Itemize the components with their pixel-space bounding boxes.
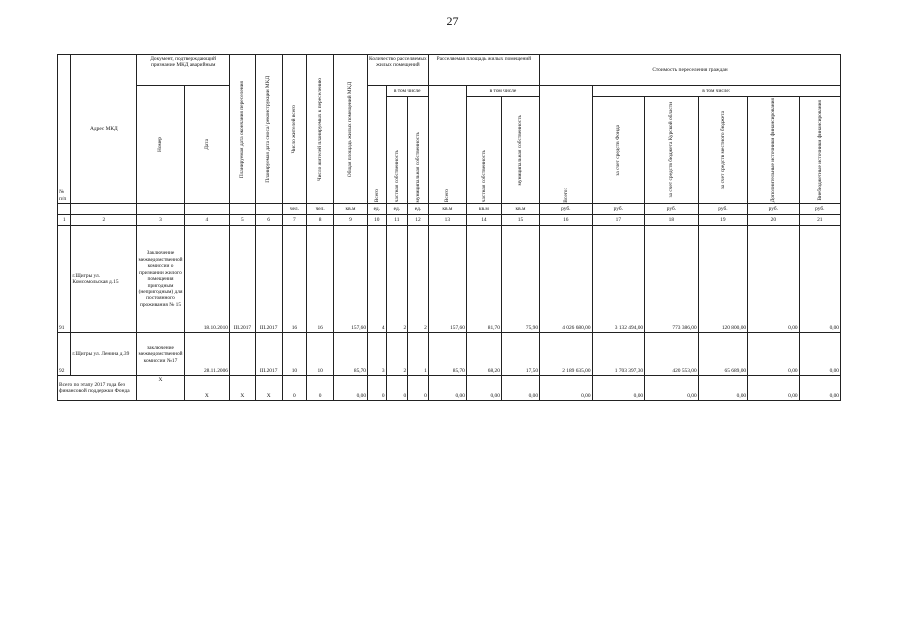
row-area-municipal: 75,90 — [501, 226, 539, 333]
row-offbudget: 0,00 — [799, 226, 840, 333]
header-relocation-cost: Стоимость переселения граждан — [540, 55, 841, 86]
header-num: № п/п — [58, 55, 71, 204]
unit-cell — [137, 204, 184, 215]
row-area-private: 81,70 — [466, 226, 501, 333]
header-rooms-private: частная собственность — [393, 150, 400, 203]
row-address: г.Щигры ул. Комсомольская д.15 — [71, 226, 137, 333]
unit-cell — [230, 204, 256, 215]
row-offbudget: 0,00 — [799, 333, 840, 376]
row-demolition: III.2017 — [255, 333, 282, 376]
col-number: 5 — [230, 215, 256, 226]
row-residents: 16 — [282, 226, 307, 333]
summary-region: 0,00 — [645, 376, 699, 401]
col-number: 11 — [386, 215, 408, 226]
summary-additional: 0,00 — [748, 376, 800, 401]
summary-area-private: 0,00 — [466, 376, 501, 401]
header-document: Документ, подтверждающий признание МКД аварийным — [137, 55, 230, 86]
header-rooms-municipal: муниципальная собственность — [414, 131, 421, 203]
summary-municipal: 0 — [408, 376, 429, 401]
col-number: 20 — [748, 215, 800, 226]
header-area-municipal: муниципальная собственность — [517, 114, 524, 186]
row-num: 91 — [58, 226, 71, 333]
summary-planned: 0 — [307, 376, 334, 401]
row-local: 120 800,00 — [698, 226, 747, 333]
col-number: 1 — [58, 215, 71, 226]
row-area: 85,70 — [334, 333, 368, 376]
header-fund: за счет средств Фонда — [615, 124, 622, 176]
row-relocation — [230, 333, 256, 376]
summary-offbudget: 0,00 — [799, 376, 840, 401]
row-residents: 10 — [282, 333, 307, 376]
unit-cell: руб. — [645, 204, 699, 215]
header-doc-number: Номер — [157, 137, 164, 153]
summary-relocation: X — [230, 376, 256, 401]
unit-cell: чел. — [307, 204, 334, 215]
header-cost-including: в том числе: — [592, 86, 840, 97]
header-total-area: Общая площадь жилых помещений МКД — [347, 81, 354, 177]
row-area-municipal: 17,50 — [501, 333, 539, 376]
row-fund: 3 132 494,00 — [592, 226, 645, 333]
col-number: 19 — [698, 215, 747, 226]
col-number: 14 — [466, 215, 501, 226]
unit-cell — [71, 204, 137, 215]
header-rooms-count: Количество расселяемых жилых помещений — [368, 55, 429, 86]
summary-area-municipal: 0,00 — [501, 376, 539, 401]
table-row — [58, 226, 841, 333]
row-municipal: 2 — [408, 226, 429, 333]
col-number: 15 — [501, 215, 539, 226]
summary-label: Всего по этапу 2017 года без финансовой поддержки Фонда — [58, 376, 137, 401]
row-private: 2 — [386, 333, 408, 376]
row-region: 773 386,00 — [645, 226, 699, 333]
unit-cell: ед. — [368, 204, 387, 215]
summary-residents: 0 — [282, 376, 307, 401]
summary-area-total: 0,00 — [428, 376, 466, 401]
row-additional: 0,00 — [748, 226, 800, 333]
col-number: 8 — [307, 215, 334, 226]
summary-local: 0,00 — [698, 376, 747, 401]
header-region-budget: за счет средств бюджета Курской области — [668, 102, 675, 198]
row-relocation: III.2017 — [230, 226, 256, 333]
summary-doc-date: X — [184, 376, 229, 401]
header-additional: Дополнительные источники финансирования — [770, 98, 777, 203]
unit-cell: кв.м — [428, 204, 466, 215]
row-area-total: 85,70 — [428, 333, 466, 376]
summary-row — [58, 376, 841, 401]
unit-cell: ед. — [386, 204, 408, 215]
column-numbers-row — [58, 215, 841, 226]
page-number: 27 — [446, 14, 459, 28]
summary-cost-total: 0,00 — [540, 376, 593, 401]
header-doc-date: Дата — [203, 139, 210, 150]
unit-cell: руб. — [592, 204, 645, 215]
row-cost-total: 4 026 680,00 — [540, 226, 593, 333]
col-number: 3 — [137, 215, 184, 226]
col-number: 10 — [368, 215, 387, 226]
row-region: 420 553,00 — [645, 333, 699, 376]
col-number: 2 — [71, 215, 137, 226]
header-residents: Число жителей всего — [291, 104, 298, 154]
row-private: 2 — [386, 226, 408, 333]
unit-cell: руб. — [698, 204, 747, 215]
row-num: 92 — [58, 333, 71, 376]
header-cost-total: Всего: — [562, 187, 569, 203]
col-number: 6 — [255, 215, 282, 226]
col-number: 9 — [334, 215, 368, 226]
header-relocation-date: Планируемая дата окончания переселения — [239, 80, 246, 178]
header-rooms-including: в том числе — [386, 86, 428, 97]
header-local-budget: за счет средств местного бюджета — [719, 111, 726, 190]
table-row — [58, 333, 841, 376]
row-local: 65 689,00 — [698, 333, 747, 376]
summary-area: 0,00 — [334, 376, 368, 401]
header-address: Адрес МКД — [71, 55, 137, 204]
unit-cell: руб. — [748, 204, 800, 215]
col-number: 7 — [282, 215, 307, 226]
header-offbudget: Внебюджетные источники финансирования — [816, 99, 823, 201]
unit-cell: ед. — [408, 204, 429, 215]
row-municipal: 1 — [408, 333, 429, 376]
unit-cell: кв.м — [466, 204, 501, 215]
row-additional: 0,00 — [748, 333, 800, 376]
row-rooms: 3 — [368, 333, 387, 376]
unit-cell: руб. — [799, 204, 840, 215]
row-doc-number: заключение межведомственной комиссии №17 — [137, 333, 184, 376]
summary-rooms: 0 — [368, 376, 387, 401]
summary-private: 0 — [386, 376, 408, 401]
row-address: г.Щигры ул. Ленина д.39 — [71, 333, 137, 376]
summary-fund: 0,00 — [592, 376, 645, 401]
row-area: 157,60 — [334, 226, 368, 333]
col-number: 12 — [408, 215, 429, 226]
header-rooms-total: Всего — [373, 189, 380, 203]
col-number: 13 — [428, 215, 466, 226]
col-number: 17 — [592, 215, 645, 226]
header-area-including: в том числе — [466, 86, 539, 97]
header-planned-residents: Число жителей планируемых к переселению — [316, 77, 323, 181]
unit-cell: чел. — [282, 204, 307, 215]
row-doc-date: 28.11.2006 — [184, 333, 229, 376]
row-doc-number: Заключение межведомственной комиссии о признании жилого помещения пригодным (непригодным) для постоянного проживания № 15 — [137, 226, 184, 333]
row-rooms: 4 — [368, 226, 387, 333]
header-area-total: Всего — [444, 189, 451, 203]
header-rooms-area: Расселяемая площадь жилых помещений — [428, 55, 539, 86]
row-doc-date: 18.10.2010 — [184, 226, 229, 333]
relocation-table — [57, 54, 841, 401]
col-number: 4 — [184, 215, 229, 226]
summary-demolition: X — [255, 376, 282, 401]
unit-cell: кв.м — [334, 204, 368, 215]
header-area-private: частная собственность — [480, 150, 487, 203]
col-number: 21 — [799, 215, 840, 226]
row-planned: 10 — [307, 333, 334, 376]
col-number: 16 — [540, 215, 593, 226]
summary-doc-number: X — [137, 376, 184, 401]
row-cost-total: 2 189 635,00 — [540, 333, 593, 376]
row-area-total: 157,60 — [428, 226, 466, 333]
header-demolition-date: Планируемая дата сноса/ реконструкции МКД — [265, 75, 272, 183]
row-fund: 1 703 397,30 — [592, 333, 645, 376]
unit-cell — [58, 204, 71, 215]
col-number: 18 — [645, 215, 699, 226]
unit-cell — [255, 204, 282, 215]
unit-cell — [184, 204, 229, 215]
units-row — [58, 204, 841, 215]
row-planned: 16 — [307, 226, 334, 333]
unit-cell: руб. — [540, 204, 593, 215]
row-demolition: III.2017 — [255, 226, 282, 333]
row-area-private: 68,20 — [466, 333, 501, 376]
unit-cell: кв.м — [501, 204, 539, 215]
